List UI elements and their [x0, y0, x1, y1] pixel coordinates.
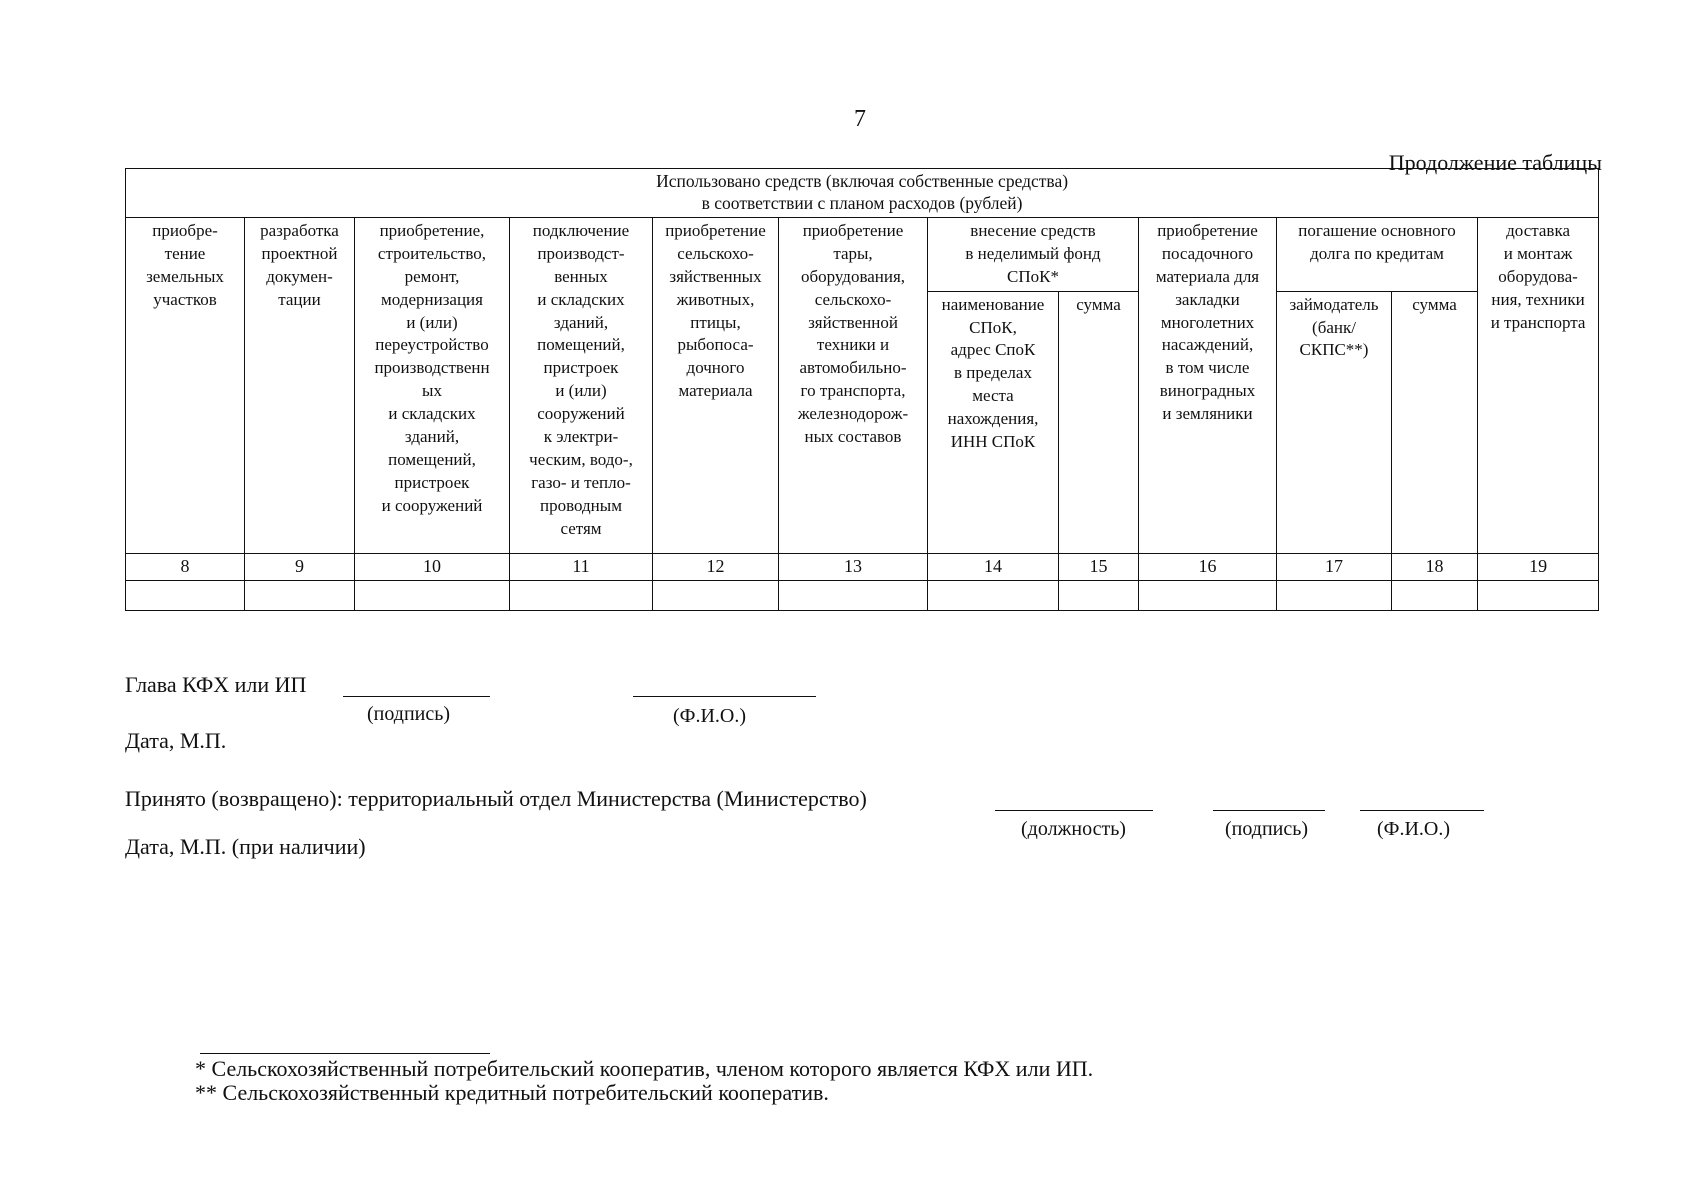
page-number: 7	[854, 106, 866, 132]
sign2-caption: (подпись)	[1225, 818, 1309, 840]
footnote-rule	[200, 1053, 490, 1054]
empty-cell[interactable]	[510, 580, 653, 610]
position-line[interactable]	[995, 810, 1153, 811]
col-number: 9	[245, 553, 355, 580]
col-number: 17	[1277, 553, 1392, 580]
empty-cell[interactable]	[245, 580, 355, 610]
empty-cell[interactable]	[653, 580, 779, 610]
empty-cell[interactable]	[1139, 580, 1277, 610]
accepted-signature-line[interactable]	[1213, 810, 1325, 811]
col-number: 11	[510, 553, 653, 580]
col-number: 14	[928, 553, 1059, 580]
col-number: 15	[1059, 553, 1139, 580]
col-header-19: доставка и монтаж оборудова- ния, техники и транспорта	[1478, 217, 1599, 553]
head-label: Глава КФХ или ИП	[125, 672, 307, 697]
continuation-label: Продолжение таблицы	[1388, 150, 1602, 175]
col-number: 12	[653, 553, 779, 580]
col-number: 16	[1139, 553, 1277, 580]
table-row	[126, 580, 1599, 610]
empty-cell[interactable]	[126, 580, 245, 610]
col-header-18: сумма	[1392, 291, 1478, 553]
empty-cell[interactable]	[928, 580, 1059, 610]
group-header-fund: внесение средств в неделимый фонд СПоК*	[928, 217, 1139, 291]
sign-caption: (подпись)	[367, 703, 451, 725]
accepted-fio-line[interactable]	[1360, 810, 1484, 811]
empty-cell[interactable]	[355, 580, 510, 610]
col-number: 10	[355, 553, 510, 580]
col-number: 13	[779, 553, 928, 580]
position-caption: (должность)	[1021, 818, 1126, 840]
head-fio-line[interactable]	[633, 696, 816, 697]
col-header-11: подключение производст- венных и складских зданий, помещений, пристроек и (или) сооружений к электри- ческим, водо-, газо- и тепло- проводным сетям	[510, 217, 653, 553]
col-number: 18	[1392, 553, 1478, 580]
empty-cell[interactable]	[1277, 580, 1392, 610]
col-header-15: сумма	[1059, 291, 1139, 553]
col-header-14: наименование СПоК, адрес СпоК в пределах места нахождения, ИНН СПоК	[928, 291, 1059, 553]
fio-caption: (Ф.И.О.)	[673, 705, 747, 727]
col-header-12: приобретение сельскохо- зяйственных животных, птицы, рыбопоса- дочного материала	[653, 217, 779, 553]
head-signature-line[interactable]	[343, 696, 490, 697]
accepted-label: Принято (возвращено): территориальный отдел Министерства (Министерство)	[125, 786, 867, 811]
date-label: Дата, М.П.	[125, 728, 227, 753]
table-top-header: Использовано средств (включая собственные средства) в соответствии с планом расходов (рублей)	[126, 169, 1599, 218]
group-header-credits: погашение основного долга по кредитам	[1277, 217, 1478, 291]
footnote-1: * Сельскохозяйственный потребительский кооператив, членом которого является КФХ или ИП.	[195, 1056, 1094, 1081]
date2-label: Дата, М.П. (при наличии)	[125, 834, 366, 859]
col-header-10: приобретение, строительство, ремонт, модернизация и (или) переустройство производственн ых и складских зданий, помещений, пристроек и сооружений	[355, 217, 510, 553]
empty-cell[interactable]	[779, 580, 928, 610]
col-header-17: займодатель (банк/ СКПС**)	[1277, 291, 1392, 553]
column-numbers-row	[126, 553, 1599, 580]
col-header-8: приобре- тение земельных участков	[126, 217, 245, 553]
col-number: 8	[126, 553, 245, 580]
col-header-16: приобретение посадочного материала для закладки многолетних насаждений, в том числе виноградных и земляники	[1139, 217, 1277, 553]
col-header-9: разработка проектной докумен- тации	[245, 217, 355, 553]
footnote-2: ** Сельскохозяйственный кредитный потребительский кооператив.	[195, 1080, 829, 1105]
expenses-table	[125, 168, 1599, 611]
empty-cell[interactable]	[1392, 580, 1478, 610]
col-number: 19	[1478, 553, 1599, 580]
col-header-13: приобретение тары, оборудования, сельскохо- зяйственной техники и автомобильно- го транспорта, железнодорож- ных составов	[779, 217, 928, 553]
fio2-caption: (Ф.И.О.)	[1377, 818, 1451, 840]
empty-cell[interactable]	[1059, 580, 1139, 610]
empty-cell[interactable]	[1478, 580, 1599, 610]
